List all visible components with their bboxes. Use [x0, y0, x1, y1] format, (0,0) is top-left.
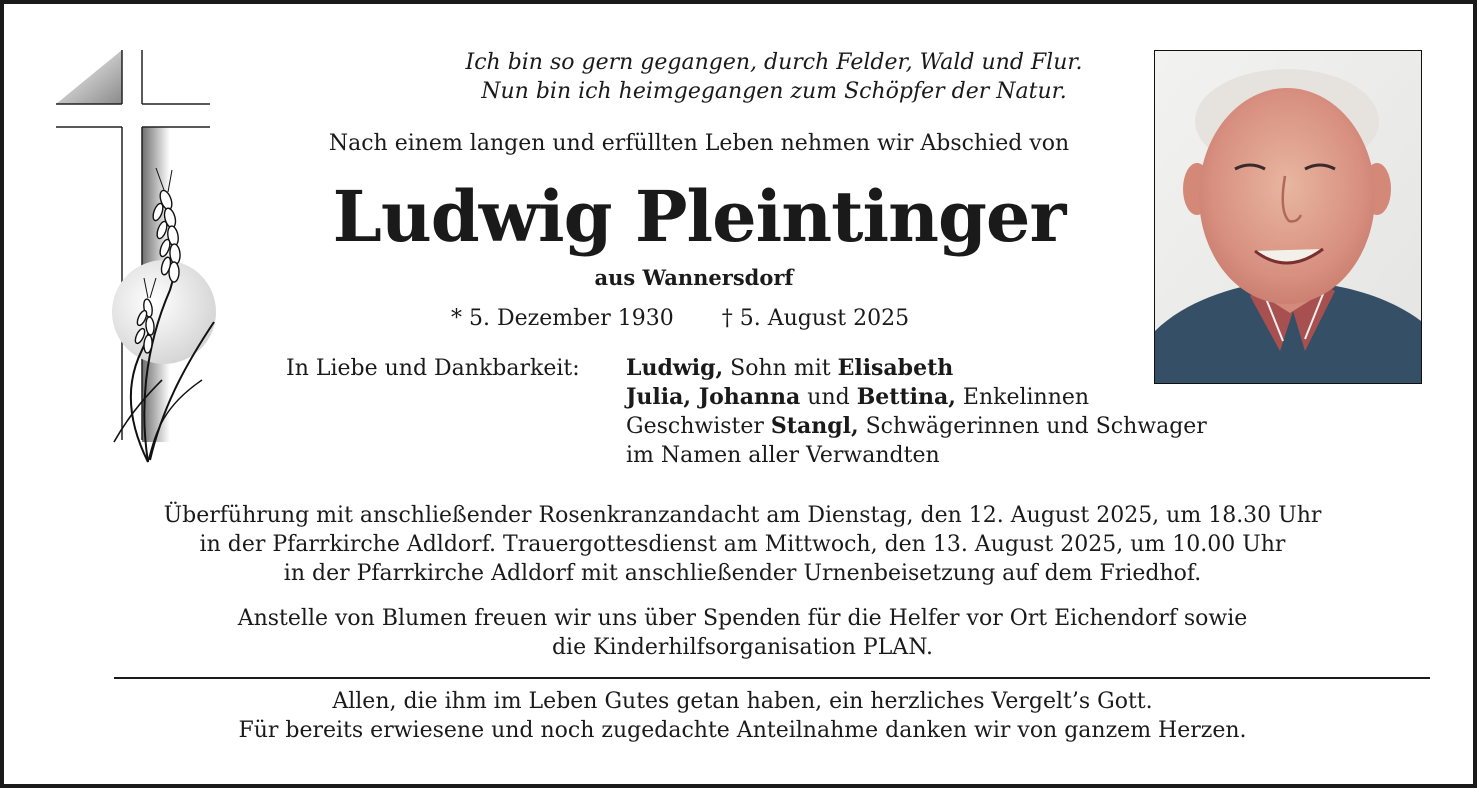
mourner-connector: und — [800, 385, 857, 410]
mourner-name: Julia, Johanna — [626, 384, 801, 410]
divider — [114, 677, 1430, 679]
life-dates — [451, 304, 909, 333]
service-line-1: Überführung mit anschließender Rosenkranzandacht am Dienstag, den 12. August 2025, um 18.30 Uhr — [163, 503, 1322, 528]
verse-line-2: Nun bin ich heimgegangen zum Schöpfer der Natur. — [481, 79, 1067, 104]
mourner-relation: Enkelinnen — [955, 385, 1090, 410]
donation-line-2: die Kinderhilfsorganisation PLAN. — [551, 635, 934, 660]
birth-date: * 5. Dezember 1930 — [451, 306, 674, 331]
verse — [384, 48, 1164, 106]
mourners-line-3 — [626, 412, 1207, 441]
mourner-relation: Schwägerinnen und Schwager — [858, 414, 1207, 439]
verse-line-1: Ich bin so gern gegangen, durch Felder, Wald und Flur. — [465, 50, 1083, 75]
mourners-list — [626, 354, 1207, 470]
mourner-name: Elisabeth — [837, 355, 954, 381]
donation-note — [44, 604, 1441, 662]
service-line-2: in der Pfarrkirche Adldorf. Trauergottesdienst am Mittwoch, den 13. August 2025, um 10.00 Uhr — [199, 532, 1286, 557]
service-details — [44, 501, 1441, 588]
intro-text: Nach einem langen und erfüllten Leben nehmen wir Abschied von — [328, 131, 1070, 156]
mourners-line-4: im Namen aller Verwandten — [626, 443, 940, 468]
death-date: † 5. August 2025 — [721, 306, 910, 331]
mourners-line-2 — [626, 383, 1207, 412]
mourners-label: In Liebe und Dankbarkeit: — [286, 356, 580, 381]
portrait-photo — [1154, 50, 1422, 384]
mourner-name: Ludwig, — [626, 355, 724, 381]
mourners-line-1 — [626, 354, 1207, 383]
closing-line-2: Für bereits erwiesene und noch zugedachte Anteilnahme danken wir von ganzem Herzen. — [238, 718, 1247, 743]
deceased-origin: aus Wannersdorf — [594, 265, 794, 290]
mourner-relation: Geschwister — [626, 414, 771, 439]
cross-with-wheat-icon — [52, 50, 222, 470]
mourner-name: Stangl, — [770, 413, 859, 439]
donation-line-1: Anstelle von Blumen freuen wir uns über Spenden für die Helfer vor Ort Eichendorf sowie — [237, 606, 1248, 631]
closing-thanks — [44, 687, 1441, 745]
service-line-3: in der Pfarrkirche Adldorf mit anschließender Urnenbeisetzung auf dem Friedhof. — [283, 561, 1202, 586]
deceased-name: Ludwig Pleintinger — [332, 175, 1066, 258]
closing-line-1: Allen, die ihm im Leben Gutes getan haben, ein herzliches Vergelt’s Gott. — [332, 689, 1153, 714]
mourner-name: Bettina, — [856, 384, 956, 410]
mourner-relation: Sohn mit — [723, 356, 838, 381]
